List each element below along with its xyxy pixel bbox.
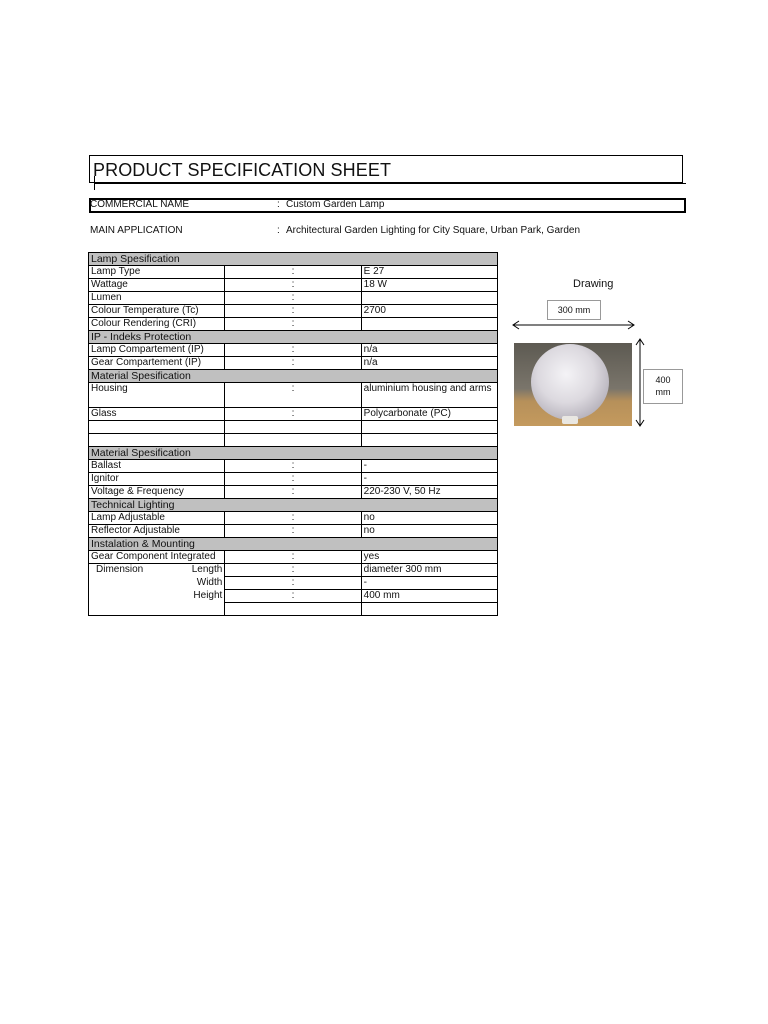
table-row [89, 603, 498, 616]
globe-base [562, 416, 578, 424]
commercial-name-label: COMMERCIAL NAME [90, 199, 190, 210]
lamp-photo [514, 343, 632, 426]
table-row [89, 577, 498, 590]
row-value: n/a [361, 344, 497, 357]
row-label: Ballast [89, 460, 225, 473]
row-value-empty [361, 395, 497, 408]
page-title: PRODUCT SPECIFICATION SHEET [93, 160, 392, 180]
row-value-empty [361, 434, 497, 447]
drawing-label: Drawing [573, 278, 614, 290]
table-row [89, 305, 498, 318]
row-value: - [361, 577, 497, 590]
title-underline [94, 183, 686, 184]
height-dimension-box [643, 369, 683, 404]
row-label: Wattage [89, 279, 225, 292]
table-row [89, 551, 498, 564]
row-value: 400 mm [361, 590, 497, 603]
row-sep-empty [225, 603, 361, 616]
table-row [89, 460, 498, 473]
row-sep: : [225, 408, 361, 421]
row-value: no [361, 525, 497, 538]
section-ip: IP - Indeks Protection [89, 331, 498, 344]
row-sep: : [225, 564, 361, 577]
main-application-label: MAIN APPLICATION [90, 225, 183, 236]
row-value-empty [361, 421, 497, 434]
row-value: yes [361, 551, 497, 564]
row-sep: : [225, 577, 361, 590]
row-value: Polycarbonate (PC) [361, 408, 497, 421]
dimension-label: Dimension [96, 564, 144, 575]
row-value: 18 W [361, 279, 497, 292]
table-row [89, 357, 498, 370]
row-sep: : [225, 344, 361, 357]
table-row [89, 473, 498, 486]
width-arrow-icon [510, 318, 638, 332]
table-row [89, 318, 498, 331]
row-sep: : [225, 473, 361, 486]
section-row [89, 499, 498, 512]
row-value: n/a [361, 357, 497, 370]
section-row [89, 331, 498, 344]
main-application-sep: : [277, 225, 280, 236]
row-sep: : [225, 318, 361, 331]
section-row [89, 253, 498, 266]
section-lamp: Lamp Spesification [89, 253, 498, 266]
width-dimension-label: 300 mm [557, 305, 591, 315]
section-row [89, 447, 498, 460]
row-sep: : [225, 266, 361, 279]
width-label: Width [89, 577, 225, 590]
table-row [89, 383, 498, 396]
row-sep: : [225, 292, 361, 305]
section-row [89, 538, 498, 551]
row-label-empty [89, 603, 225, 616]
row-value: - [361, 460, 497, 473]
commercial-name-value: Custom Garden Lamp [286, 199, 385, 210]
table-row [89, 512, 498, 525]
row-value: no [361, 512, 497, 525]
length-label: Length [191, 564, 223, 575]
spec-table [88, 252, 498, 616]
row-sep: : [225, 357, 361, 370]
row-label: Voltage & Frequency [89, 486, 225, 499]
row-sep: : [225, 512, 361, 525]
row-sep: : [225, 525, 361, 538]
row-label: Glass [89, 408, 225, 421]
row-label: Reflector Adjustable [89, 525, 225, 538]
table-row [89, 279, 498, 292]
row-label: Ignitor [89, 473, 225, 486]
table-row [89, 344, 498, 357]
row-value: 220-230 V, 50 Hz [361, 486, 497, 499]
table-row [89, 564, 498, 577]
row-value-empty [361, 603, 497, 616]
row-sep: : [225, 460, 361, 473]
table-row [89, 590, 498, 603]
dimension-length-label-cell [89, 564, 225, 577]
height-label: Height [89, 590, 225, 603]
row-label: Colour Rendering (CRI) [89, 318, 225, 331]
title-box [89, 155, 683, 183]
row-label: Lamp Type [89, 266, 225, 279]
section-installation: Instalation & Mounting [89, 538, 498, 551]
table-row [89, 434, 498, 447]
row-sep-empty [225, 434, 361, 447]
row-value: - [361, 473, 497, 486]
row-value [361, 292, 497, 305]
row-label-empty [89, 395, 225, 408]
section-technical: Technical Lighting [89, 499, 498, 512]
table-row [89, 266, 498, 279]
table-row [89, 292, 498, 305]
table-row [89, 525, 498, 538]
height-dimension-value: 400 [655, 375, 671, 385]
row-value: 2700 [361, 305, 497, 318]
row-label-empty [89, 421, 225, 434]
row-sep-empty [225, 395, 361, 408]
row-sep: : [225, 279, 361, 292]
row-label: Lamp Adjustable [89, 512, 225, 525]
table-row [89, 395, 498, 408]
row-sep-empty [225, 421, 361, 434]
row-label: Gear Component Integrated [89, 551, 225, 564]
table-row [89, 421, 498, 434]
table-row [89, 408, 498, 421]
width-dimension-box [547, 300, 601, 320]
row-value: E 27 [361, 266, 497, 279]
row-label-empty [89, 434, 225, 447]
row-value: diameter 300 mm [361, 564, 497, 577]
commercial-name-sep: : [277, 199, 280, 210]
section-material-1: Material Spesification [89, 370, 498, 383]
row-label: Lumen [89, 292, 225, 305]
table-row [89, 486, 498, 499]
row-sep: : [225, 383, 361, 396]
row-label: Lamp Compartement (IP) [89, 344, 225, 357]
row-value: aluminium housing and arms [361, 383, 497, 396]
row-label: Gear Compartement (IP) [89, 357, 225, 370]
row-sep: : [225, 305, 361, 318]
section-material-2: Material Spesification [89, 447, 498, 460]
height-dimension-unit: mm [655, 387, 671, 397]
row-label: Housing [89, 383, 225, 396]
row-sep: : [225, 486, 361, 499]
row-value [361, 318, 497, 331]
globe-lamp-image [531, 344, 609, 420]
section-row [89, 370, 498, 383]
row-sep: : [225, 590, 361, 603]
row-sep: : [225, 551, 361, 564]
main-application-value: Architectural Garden Lighting for City Square, Urban Park, Garden [286, 225, 581, 236]
row-label: Colour Temperature (Tc) [89, 305, 225, 318]
